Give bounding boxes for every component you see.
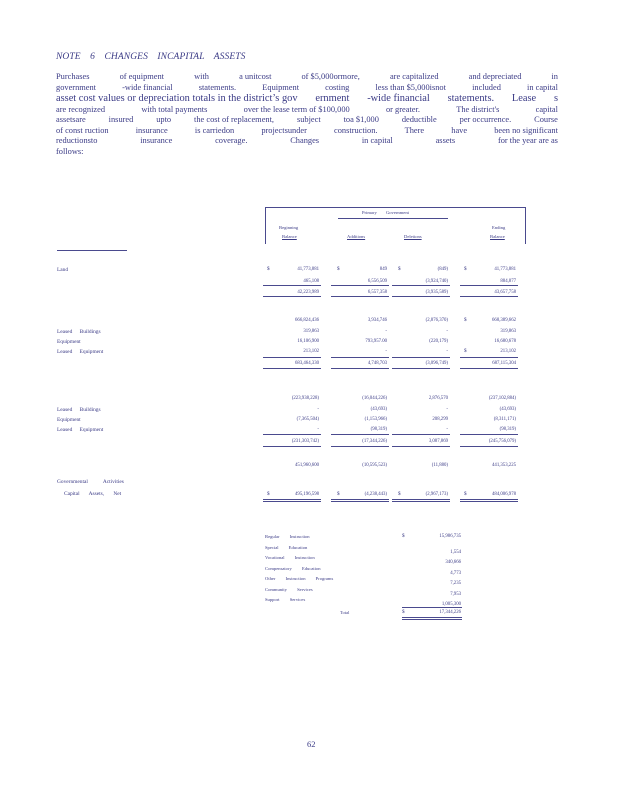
cell-value: 451,960,600 <box>295 463 319 468</box>
subtotal-rule <box>263 285 321 286</box>
col-header-beginning: Beginning <box>279 225 299 230</box>
subtotal-rule <box>331 434 389 435</box>
subtotal-rule <box>263 296 321 297</box>
paragraph-segment: or greater. <box>385 104 420 114</box>
paragraph-segment: Equipment <box>262 82 300 92</box>
currency-symbol: $ <box>402 533 405 539</box>
depreciation-value: 340,666 <box>445 560 461 565</box>
depreciation-total-value: 17,344,226 <box>439 610 461 615</box>
cell-value: (3,096,749) <box>425 361 448 366</box>
depreciation-label: Other Instruction Programs <box>265 576 334 581</box>
subtotal-rule <box>392 446 450 447</box>
cell-value: 2,876,570 <box>428 396 448 401</box>
subtotal-rule <box>331 357 389 358</box>
subtotal-rule <box>392 368 450 369</box>
paragraph-segment: in capital <box>361 136 393 146</box>
row-label: Equipment <box>57 416 81 423</box>
cell-value: (98,319) <box>370 427 387 432</box>
subtotal-rule <box>460 285 518 286</box>
cell-value: (7,365,504) <box>296 417 319 422</box>
paragraph-segment: coverage. <box>215 136 248 146</box>
paragraph-segment: of $5,000ormore, <box>301 72 360 81</box>
depreciation-value: 4,773 <box>450 571 461 576</box>
currency-symbol: $ <box>337 266 340 272</box>
paragraph-segment: in <box>551 72 558 81</box>
cell-value: 43,657,758 <box>494 290 516 295</box>
cell-value: 41,773,881 <box>494 267 516 272</box>
cell-value: 884,877 <box>500 279 516 284</box>
paragraph-segment: Changes <box>290 136 320 146</box>
total-label: Governmental Activities <box>57 479 124 485</box>
subtotal-rule <box>460 368 518 369</box>
currency-symbol: $ <box>464 348 467 354</box>
paragraph-segment: costing <box>325 82 350 92</box>
paragraph-segment: been no significant <box>494 125 558 135</box>
paragraph-line <box>56 83 558 94</box>
cell-value: (231,303,742) <box>291 439 319 444</box>
row-label: Leased Equipment <box>57 426 104 433</box>
cell-value: 3,087,869 <box>428 439 448 444</box>
cell-value: (2,876,370) <box>425 318 448 323</box>
paragraph-segment: asset cost values or depreciation totals in the district’s gov <box>56 93 298 105</box>
currency-symbol: $ <box>337 491 340 497</box>
paragraph-segment: assets <box>435 136 456 146</box>
page-number: 62 <box>307 739 316 749</box>
currency-symbol: $ <box>464 266 467 272</box>
cell-value: (43,693) <box>370 407 387 412</box>
currency-symbol: $ <box>267 491 270 497</box>
cell-value: 6,557,358 <box>367 290 387 295</box>
table-top-rule <box>265 207 525 208</box>
subtotal-rule <box>331 285 389 286</box>
cell-value: 319,863 <box>303 329 319 334</box>
depreciation-value: 7,235 <box>450 581 461 586</box>
cell-value: (17,344,226) <box>362 439 387 444</box>
cell-value: (11,880) <box>431 463 448 468</box>
depreciation-value: 7,953 <box>450 592 461 597</box>
cell-value: (43,693) <box>499 407 516 412</box>
total-value: 484,006,978 <box>492 492 516 497</box>
paragraph-segment: insurance <box>135 125 168 135</box>
cell-value: - <box>446 349 448 354</box>
currency-symbol: $ <box>398 491 401 497</box>
subtotal-rule <box>263 357 321 358</box>
paragraph-line <box>56 126 558 137</box>
paragraph-segment: of const ruction <box>56 125 109 135</box>
paragraph-segment: toa $1,000 <box>343 115 379 125</box>
table-left-rule <box>265 207 266 244</box>
cell-value: 213,102 <box>303 349 319 354</box>
paragraph-segment: -wide financial <box>367 93 430 105</box>
subtotal-rule <box>331 446 389 447</box>
paragraph-segment: a unitcost <box>239 72 272 81</box>
paragraph-segment: is carriedon <box>194 125 235 135</box>
cell-value: 208,299 <box>432 417 448 422</box>
cell-value: - <box>446 407 448 412</box>
paragraph-segment: follows: <box>56 146 84 156</box>
col-header-ending: Balance <box>490 234 505 239</box>
row-label: Leased Buildings <box>57 328 101 335</box>
cell-value: 6,556,509 <box>367 279 387 284</box>
subtotal-rule <box>392 434 450 435</box>
cell-value: 3,934,746 <box>367 318 387 323</box>
total-label: Capital Assets, Net <box>64 491 122 497</box>
group-header: Primary Government <box>362 210 409 215</box>
paragraph-segment: assetsare <box>56 115 86 125</box>
paragraph-line <box>56 136 558 147</box>
cell-value: 16,106,900 <box>297 339 319 344</box>
depreciation-label: Support Services <box>265 597 306 602</box>
subtotal-rule <box>392 285 450 286</box>
currency-symbol: $ <box>398 266 401 272</box>
double-rule <box>460 499 518 500</box>
paragraph-segment: statements. <box>447 93 495 105</box>
subtotal-rule <box>460 357 518 358</box>
row-label: Equipment <box>57 338 81 345</box>
cell-value: 213,102 <box>500 349 516 354</box>
cell-value: (3,935,589) <box>425 290 448 295</box>
paragraph-segment: subject <box>296 115 321 125</box>
paragraph-line <box>56 105 558 116</box>
paragraph-segment: for the year are as <box>497 136 558 146</box>
paragraph-segment: s <box>553 93 558 105</box>
paragraph-segment: ernment <box>315 93 350 105</box>
paragraph-segment: and depreciated <box>468 72 522 81</box>
cell-value: - <box>446 427 448 432</box>
cell-value: 41,773,881 <box>297 267 319 272</box>
label-column-rule <box>57 250 127 251</box>
subtotal-rule <box>460 296 518 297</box>
cell-value: 793,957.00 <box>365 339 387 344</box>
depreciation-value: 15,986,735 <box>439 534 461 539</box>
subtotal-rule <box>263 368 321 369</box>
depreciation-value: 1,554 <box>450 550 461 555</box>
paragraph-segment: upto <box>156 115 172 125</box>
double-rule <box>331 499 389 500</box>
cell-value: (3,924,740) <box>425 279 448 284</box>
cell-value: - <box>385 329 387 334</box>
paragraph-segment: in capital <box>527 82 558 92</box>
paragraph-line <box>56 72 558 83</box>
cell-value: (8,311,171) <box>493 417 516 422</box>
paragraph-segment: -wide financial <box>122 82 173 92</box>
cell-value: 441,353,225 <box>492 463 516 468</box>
paragraph-segment: over the lease term of $100,000 <box>243 104 350 114</box>
cell-value: - <box>317 427 319 432</box>
paragraph-segment: the cost of replacement, <box>194 115 275 125</box>
row-label: Leased Buildings <box>57 406 101 413</box>
cell-value: 668,389,662 <box>492 318 516 323</box>
double-rule <box>392 501 450 502</box>
cell-value: 319,863 <box>500 329 516 334</box>
paragraph-segment: There <box>404 125 425 135</box>
depreciation-value: 1,005,300 <box>441 602 461 607</box>
subtotal-rule <box>392 296 450 297</box>
col-header-ending: Ending <box>492 225 506 230</box>
cell-value: (245,756,079) <box>488 439 516 444</box>
depreciation-label: Regular Instruction <box>265 534 310 539</box>
table-right-rule <box>525 207 526 244</box>
depreciation-label: Compensatory Education <box>265 566 321 571</box>
cell-value: 849 <box>379 267 387 272</box>
subtotal-rule <box>331 296 389 297</box>
cell-value: 16,680,678 <box>494 339 516 344</box>
depreciation-label: Community Services <box>265 587 313 592</box>
note-paragraph <box>56 72 558 158</box>
paragraph-segment: less than $5,000isnot <box>375 82 446 92</box>
paragraph-segment: statements. <box>198 82 237 92</box>
paragraph-segment: are recognized <box>56 104 106 114</box>
currency-symbol: $ <box>267 266 270 272</box>
double-rule <box>402 617 462 618</box>
row-label: Land <box>57 266 69 273</box>
paragraph-segment: Lease <box>511 93 537 105</box>
paragraph-segment: are capitalized <box>389 72 439 81</box>
cell-value: (16,044,226) <box>362 396 387 401</box>
cell-value: - <box>317 407 319 412</box>
currency-symbol: $ <box>402 609 405 615</box>
note-title: NOTE 6 CHANGES INCAPITAL ASSETS <box>56 52 246 62</box>
subtotal-rule <box>263 446 321 447</box>
double-rule <box>392 499 450 500</box>
paragraph-segment: The district's <box>456 104 500 114</box>
currency-symbol: $ <box>464 317 467 323</box>
currency-symbol: $ <box>464 491 467 497</box>
cell-value: (237,102,884) <box>488 396 516 401</box>
paragraph-segment: projectsunder <box>261 125 307 135</box>
cell-value: 666,824,436 <box>295 318 319 323</box>
total-value: (4,238,443) <box>364 492 387 497</box>
cell-value: (10,595,523) <box>362 463 387 468</box>
paragraph-segment: government <box>56 82 97 92</box>
cell-value: - <box>385 349 387 354</box>
paragraph-segment: insurance <box>140 136 173 146</box>
cell-value: (849) <box>437 267 448 272</box>
row-label: Leased Equipment <box>57 348 104 355</box>
cell-value: (223,938,228) <box>291 396 319 401</box>
cell-value: - <box>446 329 448 334</box>
col-header-deletions: Deletions <box>404 234 422 239</box>
paragraph-segment: deductible <box>401 115 437 125</box>
paragraph-segment: insured <box>108 115 134 125</box>
double-rule <box>402 619 462 620</box>
total-value: (2,967,173) <box>425 492 448 497</box>
paragraph-segment: with <box>194 72 209 81</box>
paragraph-segment: included <box>472 82 501 92</box>
depreciation-label: Vocational Instruction <box>265 555 315 560</box>
paragraph-line <box>56 93 558 104</box>
paragraph-segment: per occurrence. <box>459 115 512 125</box>
cell-value: (98,319) <box>499 427 516 432</box>
paragraph-segment: construction. <box>334 125 378 135</box>
col-header-beginning: Balance <box>282 234 297 239</box>
paragraph-segment: capital <box>535 104 558 114</box>
col-header-additions: Additions <box>347 234 366 239</box>
total-value: 495,196,598 <box>295 492 319 497</box>
paragraph-segment: with total payments <box>141 104 208 114</box>
cell-value: 683,464,330 <box>295 361 319 366</box>
paragraph-segment: reductionsto <box>56 136 98 146</box>
paragraph-line <box>56 147 558 158</box>
depreciation-total-label: Total <box>340 610 350 615</box>
cell-value: 4,748,703 <box>367 361 387 366</box>
paragraph-segment: of equipment <box>119 72 165 81</box>
cell-value: 687,115,304 <box>492 361 516 366</box>
group-header-rule <box>338 218 448 219</box>
double-rule <box>460 501 518 502</box>
subtotal-rule <box>331 368 389 369</box>
depreciation-rule <box>402 607 462 608</box>
subtotal-rule <box>460 434 518 435</box>
subtotal-rule <box>392 357 450 358</box>
depreciation-label: Special Education <box>265 545 308 550</box>
subtotal-rule <box>263 434 321 435</box>
cell-value: 42,223,989 <box>297 290 319 295</box>
subtotal-rule <box>460 446 518 447</box>
double-rule <box>263 499 321 500</box>
paragraph-line <box>56 115 558 126</box>
cell-value: 465,108 <box>303 279 319 284</box>
paragraph-segment: have <box>451 125 468 135</box>
paragraph-segment: Course <box>534 115 558 125</box>
paragraph-segment: Purchases <box>56 72 90 81</box>
cell-value: (220,179) <box>429 339 448 344</box>
cell-value: (1,153,966) <box>364 417 387 422</box>
double-rule <box>263 501 321 502</box>
double-rule <box>331 501 389 502</box>
